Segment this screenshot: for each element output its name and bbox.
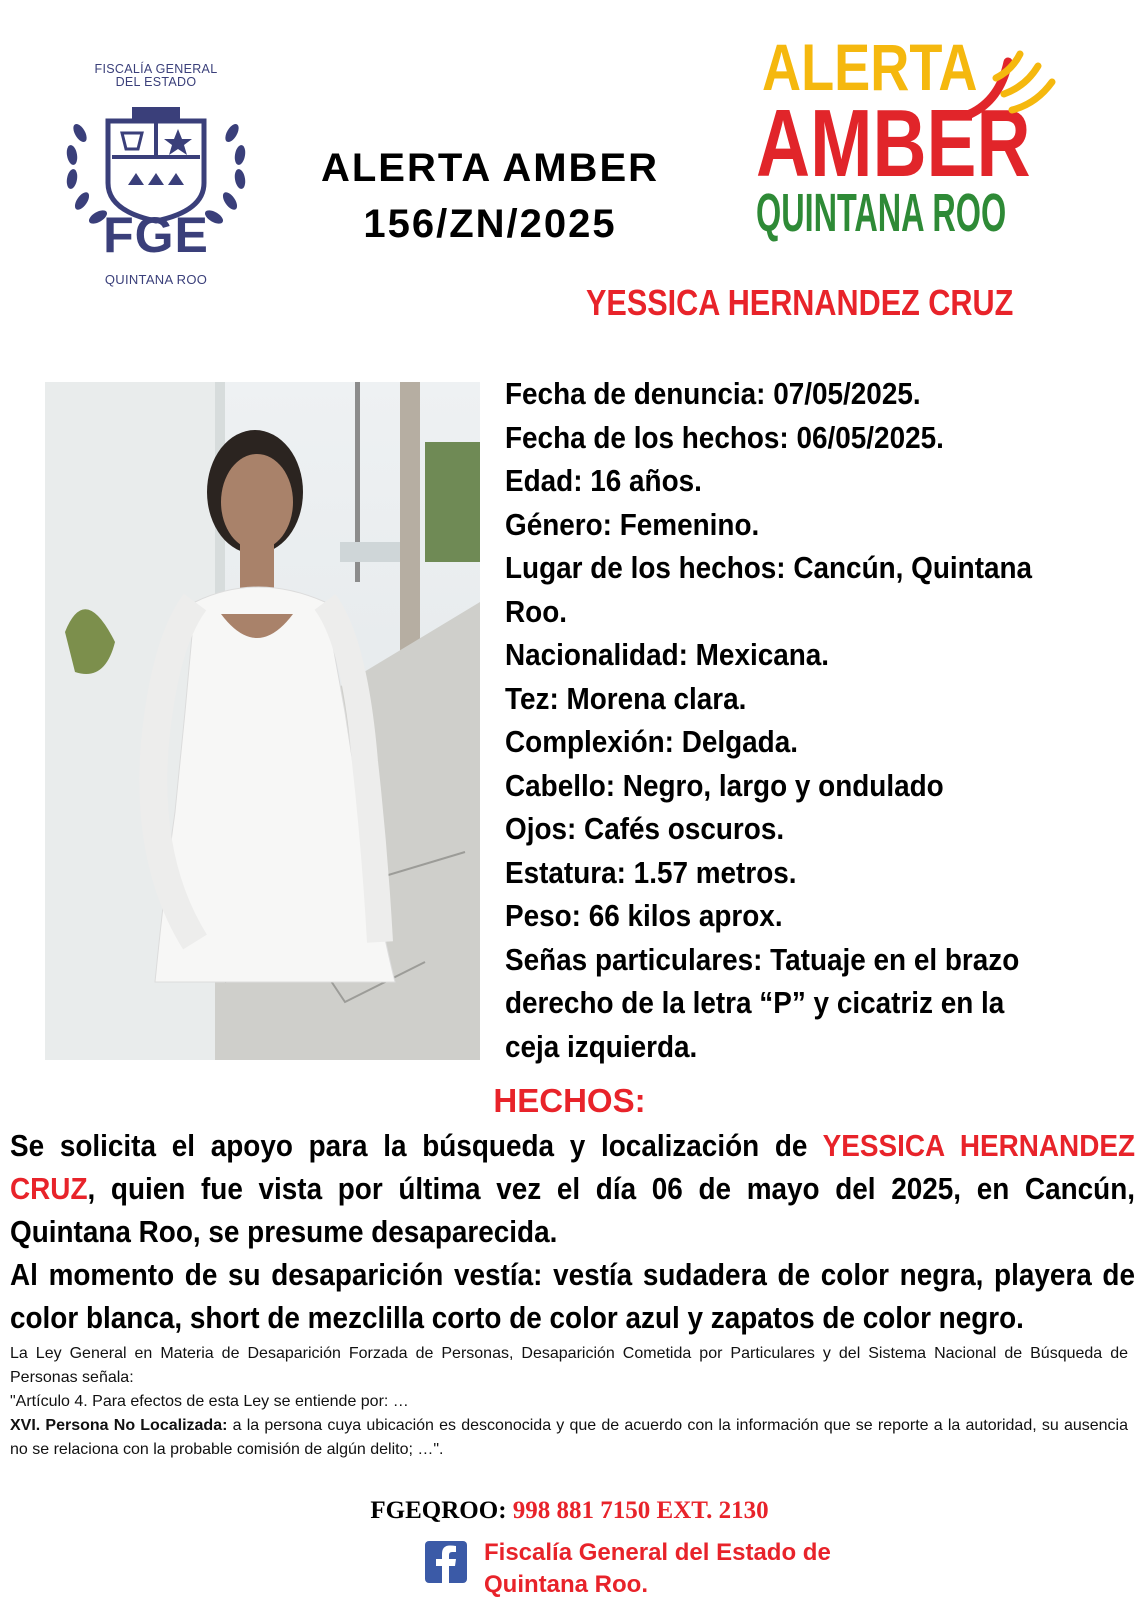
fge-logo-line2: DEL ESTADO: [115, 75, 197, 89]
law-intro: La Ley General en Materia de Desaparición Forzada de Personas, Desaparición Cometida por Particulares y del Sistema Nacional de Búsqueda de Personas señala:: [10, 1345, 1128, 1386]
contact-phone: [0, 1497, 1139, 1525]
detail-fecha-denuncia: Fecha de denuncia: 07/05/2025.: [505, 376, 921, 411]
law-xvi: [10, 1414, 1128, 1462]
facebook-icon: [425, 1541, 467, 1583]
alert-title-line1: ALERTA AMBER: [320, 146, 660, 190]
detail-peso: Peso: 66 kilos aprox.: [505, 898, 783, 933]
alert-title-line2: 156/ZN/2025: [363, 202, 617, 246]
alert-title: [300, 140, 680, 252]
law-xvi-label: XVI. Persona No Localizada:: [10, 1417, 228, 1434]
detail-nacionalidad: Nacionalidad: Mexicana.: [505, 637, 830, 672]
person-name: YESSICA HERNANDEZ CRUZ: [586, 282, 1014, 323]
contact-number: 998 881 7150 EXT. 2130: [506, 1497, 769, 1524]
detail-estatura: Estatura: 1.57 metros.: [505, 854, 797, 890]
law-text: [10, 1342, 1128, 1462]
amber-logo-quintana: QUINTANA ROO: [756, 183, 1007, 243]
hechos-p1-text-a: Se solicita el apoyo para la búsqueda y localización de: [10, 1128, 823, 1163]
detail-edad: Edad: 16 años.: [505, 463, 702, 498]
law-xvi-text: a la persona cuya ubicación es desconocida y que de acuerdo con la información que se reporte a la autoridad, su ausencia no se relaciona con la probable comisión de algún delito; …".: [10, 1417, 1129, 1458]
amber-logo-amber: AMBER: [756, 90, 1031, 197]
facebook-page-name: [484, 1537, 831, 1601]
detail-senas-cont2: ceja izquierda.: [505, 1028, 698, 1064]
hechos-paragraph-2: Al momento de su desaparición vestía: vestía sudadera de color negra, playera de color blanca, short de mezclilla corto de color azul y zapatos de color negro.: [10, 1257, 1135, 1335]
detail-senas-cont1: derecho de la letra “P” y cicatriz en la: [505, 985, 1005, 1020]
detail-senas: Señas particulares: Tatuaje en el brazo: [505, 941, 1020, 977]
fge-logo-line1: FISCALÍA GENERAL: [94, 62, 218, 76]
alerta-amber-logo: [756, 30, 1062, 254]
facebook-line2: Quintana Roo.: [484, 1571, 648, 1598]
facebook-line1: Fiscalía General del Estado de: [484, 1539, 831, 1566]
detail-genero: Género: Femenino.: [505, 506, 760, 542]
missing-person-photo: [45, 382, 480, 1060]
detail-cabello: Cabello: Negro, largo y ondulado: [505, 767, 944, 803]
hechos-p1-text-b: , quien fue vista por última vez el día 06 de mayo del 2025, en Cancún, Quintana Roo, se presume desaparecida.: [10, 1171, 1136, 1249]
detail-fecha-hechos: Fecha de los hechos: 06/05/2025.: [505, 419, 944, 455]
detail-lugar-cont: Roo.: [505, 593, 567, 629]
hechos-title: HECHOS:: [493, 1082, 646, 1119]
fge-logo-line3: QUINTANA ROO: [104, 272, 208, 287]
contact-label: FGEQROO:: [370, 1497, 507, 1524]
hechos-p1-name: YESSICA HERNANDEZ CRUZ: [10, 1128, 1136, 1206]
law-article: "Artículo 4. Para efectos de esta Ley se entiende por: …: [10, 1393, 409, 1410]
amber-logo-alerta: ALERTA: [762, 30, 978, 104]
signal-waves-icon: [960, 42, 1060, 152]
hechos-paragraph-1: [10, 1124, 1135, 1253]
detail-complexion: Complexión: Delgada.: [505, 724, 798, 759]
detail-tez: Tez: Morena clara.: [505, 680, 747, 716]
fge-logo-abbr: FGE: [103, 207, 209, 263]
detail-ojos: Ojos: Cafés oscuros.: [505, 811, 785, 846]
detail-lugar: Lugar de los hechos: Cancún, Quintana: [505, 550, 1033, 585]
person-details: [505, 372, 1115, 1068]
hechos-section: [10, 1124, 1135, 1339]
photo-image: [45, 382, 480, 1060]
fge-logo: [58, 62, 254, 292]
